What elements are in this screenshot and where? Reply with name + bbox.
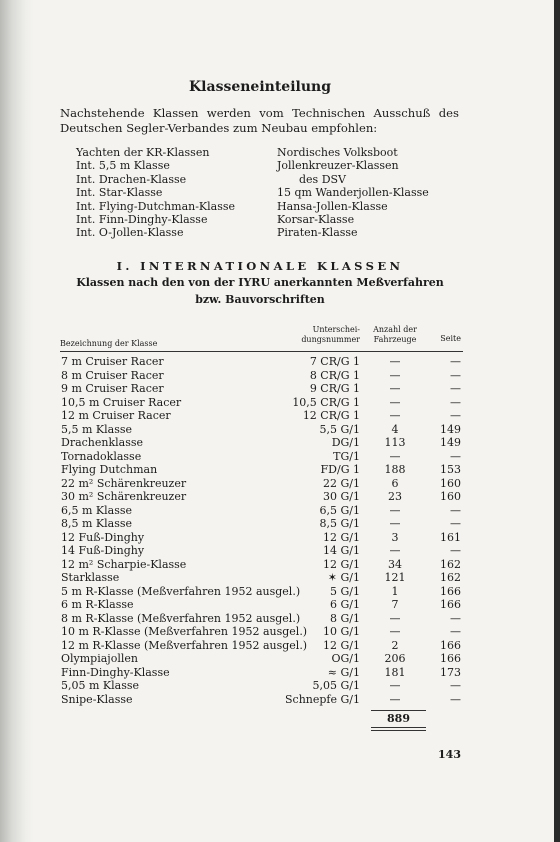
boat-count-cell: — [389, 625, 401, 638]
boat-count-cell: 181 [384, 665, 406, 679]
class-name-cell: Olympiajollen [61, 652, 138, 665]
table-row [0, 450, 560, 464]
boat-count-cell: — [389, 679, 401, 692]
table-row [0, 436, 560, 450]
column-header-count [364, 325, 426, 344]
column-header-page: Seite [440, 334, 461, 343]
class-name-cell: 5,5 m Klasse [61, 422, 133, 436]
page-ref-cell: — [450, 503, 461, 517]
class-number-cell: FD/G 1 [320, 463, 360, 476]
class-name-cell: 30 m² Schärenkreuzer [61, 490, 187, 503]
page-ref-cell: — [450, 395, 461, 409]
class-number-cell: 22 G/1 [323, 476, 360, 490]
page-ref-cell: 162 [440, 571, 461, 584]
class-name-cell: Starklasse [61, 571, 120, 584]
class-number-cell: 6 G/1 [330, 598, 360, 611]
class-name-cell: 7 m Cruiser Racer [61, 355, 164, 368]
boat-count-cell: — [389, 409, 401, 422]
class-number-cell: 12 G/1 [323, 638, 360, 652]
page-ref-cell: — [450, 625, 461, 638]
table-row [0, 504, 560, 518]
page-ref-cell: — [450, 355, 461, 368]
list-item: Int. Drachen-Klasse [76, 172, 187, 186]
list-item: Hansa-Jollen-Klasse [277, 199, 388, 213]
class-name-cell: 9 m Cruiser Racer [61, 382, 164, 395]
boat-count-cell: — [389, 382, 401, 395]
recommended-list-right [277, 146, 429, 240]
table-row [0, 558, 560, 572]
page-ref-cell: 149 [440, 422, 461, 436]
table-row [0, 382, 560, 396]
list-item: Int. O-Jollen-Klasse [76, 226, 184, 240]
class-number-cell: 8 CR/G 1 [309, 368, 360, 382]
class-name-cell: 8 m R-Klasse (Meßverfahren 1952 ausgel.) [61, 611, 301, 625]
list-item: 15 qm Wanderjollen-Klasse [277, 186, 429, 200]
total-rule-double-2 [371, 730, 426, 731]
table-row [0, 693, 560, 707]
boat-count-cell: — [389, 517, 401, 530]
class-name-cell: 8 m Cruiser Racer [61, 368, 164, 382]
boat-count-cell: — [389, 611, 401, 625]
class-name-cell: 10 m R-Klasse (Meßverfahren 1952 ausgel.) [61, 625, 308, 638]
class-name-cell: 12 Fuß-Dinghy [61, 530, 145, 544]
boat-count-cell: 4 [391, 422, 399, 436]
table-row [0, 652, 560, 666]
total-count: 889 [387, 712, 410, 725]
table-row [0, 517, 560, 531]
page-ref-cell: 162 [440, 557, 461, 571]
boat-count-cell: 2 [391, 638, 399, 652]
class-name-cell: Snipe-Klasse [61, 692, 133, 706]
table-row [0, 423, 560, 437]
section-subtitle-line-1: Klassen nach den von der IYRU anerkannten Meßverfahren [76, 276, 444, 289]
class-number-cell: 5,5 G/1 [319, 422, 360, 436]
table-row [0, 625, 560, 639]
page-title: Klasseneinteilung [189, 79, 331, 95]
table-row [0, 396, 560, 410]
boat-count-cell: 34 [388, 557, 402, 571]
table-row [0, 598, 560, 612]
boat-count-cell: — [389, 355, 401, 368]
class-name-cell: Finn-Dinghy-Klasse [61, 665, 170, 679]
class-number-cell: 14 G/1 [323, 544, 360, 557]
table-row [0, 477, 560, 491]
boat-count-cell: — [389, 503, 401, 517]
class-name-cell: 12 m Cruiser Racer [61, 409, 171, 422]
page-ref-cell: 166 [440, 598, 461, 611]
page-ref-cell: — [450, 368, 461, 382]
boat-count-cell: 3 [391, 530, 399, 544]
list-item: Yachten der KR-Klassen [76, 146, 210, 159]
class-number-cell: ✶ G/1 [327, 571, 360, 584]
page-ref-cell: 173 [440, 665, 461, 679]
class-number-cell: 7 CR/G 1 [309, 355, 360, 368]
class-name-cell: Flying Dutchman [61, 463, 158, 476]
boat-count-cell: — [389, 395, 401, 409]
boat-count-cell: — [389, 368, 401, 382]
list-item: Int. 5,5 m Klasse [76, 159, 170, 173]
page-ref-cell: — [450, 544, 461, 557]
class-number-cell: 12 G/1 [323, 557, 360, 571]
table-row [0, 679, 560, 693]
class-name-cell: 5 m R-Klasse (Meßverfahren 1952 ausgel.) [61, 584, 301, 598]
column-header-name: Bezeichnung der Klasse [60, 339, 158, 348]
list-item: Piraten-Klasse [277, 226, 358, 240]
boat-count-cell: — [389, 692, 401, 706]
page-ref-cell: 160 [440, 490, 461, 503]
table-row [0, 544, 560, 558]
class-table [0, 355, 560, 706]
class-name-cell: 10,5 m Cruiser Racer [61, 395, 182, 409]
class-number-cell: 10 G/1 [323, 625, 360, 638]
table-row [0, 531, 560, 545]
table-row [0, 666, 560, 680]
class-number-cell: OG/1 [331, 652, 360, 665]
column-header-number-line-2: dungsnummer [301, 334, 360, 344]
boat-count-cell: 23 [388, 490, 402, 503]
boat-count-cell: 121 [384, 571, 406, 584]
intro-line-2: Deutschen Segler-Verbandes zum Neubau empfohlen: [60, 121, 378, 135]
class-number-cell: 8,5 G/1 [319, 517, 360, 530]
list-item: Int. Finn-Dinghy-Klasse [76, 213, 208, 227]
boat-count-cell: 206 [384, 652, 406, 665]
class-name-cell: 12 m R-Klasse (Meßverfahren 1952 ausgel.) [61, 638, 308, 652]
table-row [0, 490, 560, 504]
header-rule [60, 351, 463, 352]
boat-count-cell: 1 [391, 584, 399, 598]
page-ref-cell: 166 [440, 638, 461, 652]
class-name-cell: 12 m² Scharpie-Klasse [61, 557, 187, 571]
boat-count-cell: 113 [384, 436, 406, 449]
class-name-cell: 8,5 m Klasse [61, 517, 133, 530]
class-number-cell: 30 G/1 [323, 490, 360, 503]
page-ref-cell: 160 [440, 476, 461, 490]
table-row [0, 409, 560, 423]
page-ref-cell: — [450, 409, 461, 422]
section-title: I. INTERNATIONALE KLASSEN [116, 259, 404, 273]
class-number-cell: 9 CR/G 1 [309, 382, 360, 395]
list-item: des DSV [299, 172, 346, 186]
class-name-cell: 6,5 m Klasse [61, 503, 133, 517]
page-ref-cell: — [450, 517, 461, 530]
class-name-cell: 22 m² Schärenkreuzer [61, 476, 187, 490]
class-number-cell: 5,05 G/1 [312, 679, 360, 692]
page-ref-cell: 166 [440, 652, 461, 665]
table-row [0, 585, 560, 599]
column-header-count-line-2: Fahrzeuge [373, 334, 417, 344]
class-number-cell: 8 G/1 [330, 611, 360, 625]
page-ref-cell: — [450, 449, 461, 463]
total-rule-top [371, 710, 426, 711]
class-number-cell: DG/1 [331, 436, 360, 449]
class-number-cell: 12 CR/G 1 [302, 409, 360, 422]
class-number-cell: ≈ G/1 [327, 665, 360, 679]
column-header-count-line-1: Anzahl der [373, 325, 417, 334]
table-row [0, 612, 560, 626]
page-number: 143 [438, 748, 461, 761]
list-item: Int. Flying-Dutchman-Klasse [76, 199, 236, 213]
intro-paragraph [60, 106, 459, 136]
list-item: Int. Star-Klasse [76, 186, 163, 200]
table-row [0, 639, 560, 653]
intro-line-1: Nachstehende Klassen werden vom Technischen Ausschuß des [60, 106, 459, 120]
class-name-cell: Drachenklasse [61, 436, 144, 449]
page-ref-cell: — [450, 382, 461, 395]
boat-count-cell: 7 [391, 598, 399, 611]
boat-count-cell: — [389, 544, 401, 557]
page-ref-cell: — [450, 692, 461, 706]
column-header-number-line-1: Unterschei- [312, 325, 360, 334]
section-subtitle-line-2: bzw. Bauvorschriften [195, 293, 325, 306]
class-name-cell: 6 m R-Klasse [61, 598, 134, 611]
list-item: Korsar-Klasse [277, 213, 355, 227]
class-number-cell: TG/1 [333, 449, 360, 463]
column-header-number [290, 325, 360, 344]
boat-count-cell: 188 [384, 463, 406, 476]
class-number-cell: 5 G/1 [330, 584, 360, 598]
page-ref-cell: — [450, 679, 461, 692]
total-rule-double-1 [371, 727, 426, 728]
page-ref-cell: 153 [440, 463, 461, 476]
table-row [0, 571, 560, 585]
list-item: Nordisches Volksboot [277, 146, 398, 159]
class-name-cell: 5,05 m Klasse [61, 679, 140, 692]
class-number-cell: 6,5 G/1 [319, 503, 360, 517]
page-ref-cell: 166 [440, 584, 461, 598]
page-ref-cell: 161 [440, 530, 461, 544]
class-number-cell: 10,5 CR/G 1 [292, 395, 360, 409]
table-row [0, 355, 560, 369]
boat-count-cell: 6 [391, 476, 399, 490]
class-number-cell: Schnepfe G/1 [285, 692, 360, 706]
recommended-list-left [76, 146, 235, 240]
list-item: Jollenkreuzer-Klassen [277, 159, 399, 173]
page-ref-cell: — [450, 611, 461, 625]
table-row [0, 463, 560, 477]
class-name-cell: Tornadoklasse [61, 449, 142, 463]
page-ref-cell: 149 [440, 436, 461, 449]
class-number-cell: 12 G/1 [323, 530, 360, 544]
boat-count-cell: — [389, 449, 401, 463]
table-row [0, 369, 560, 383]
class-name-cell: 14 Fuß-Dinghy [61, 544, 145, 557]
